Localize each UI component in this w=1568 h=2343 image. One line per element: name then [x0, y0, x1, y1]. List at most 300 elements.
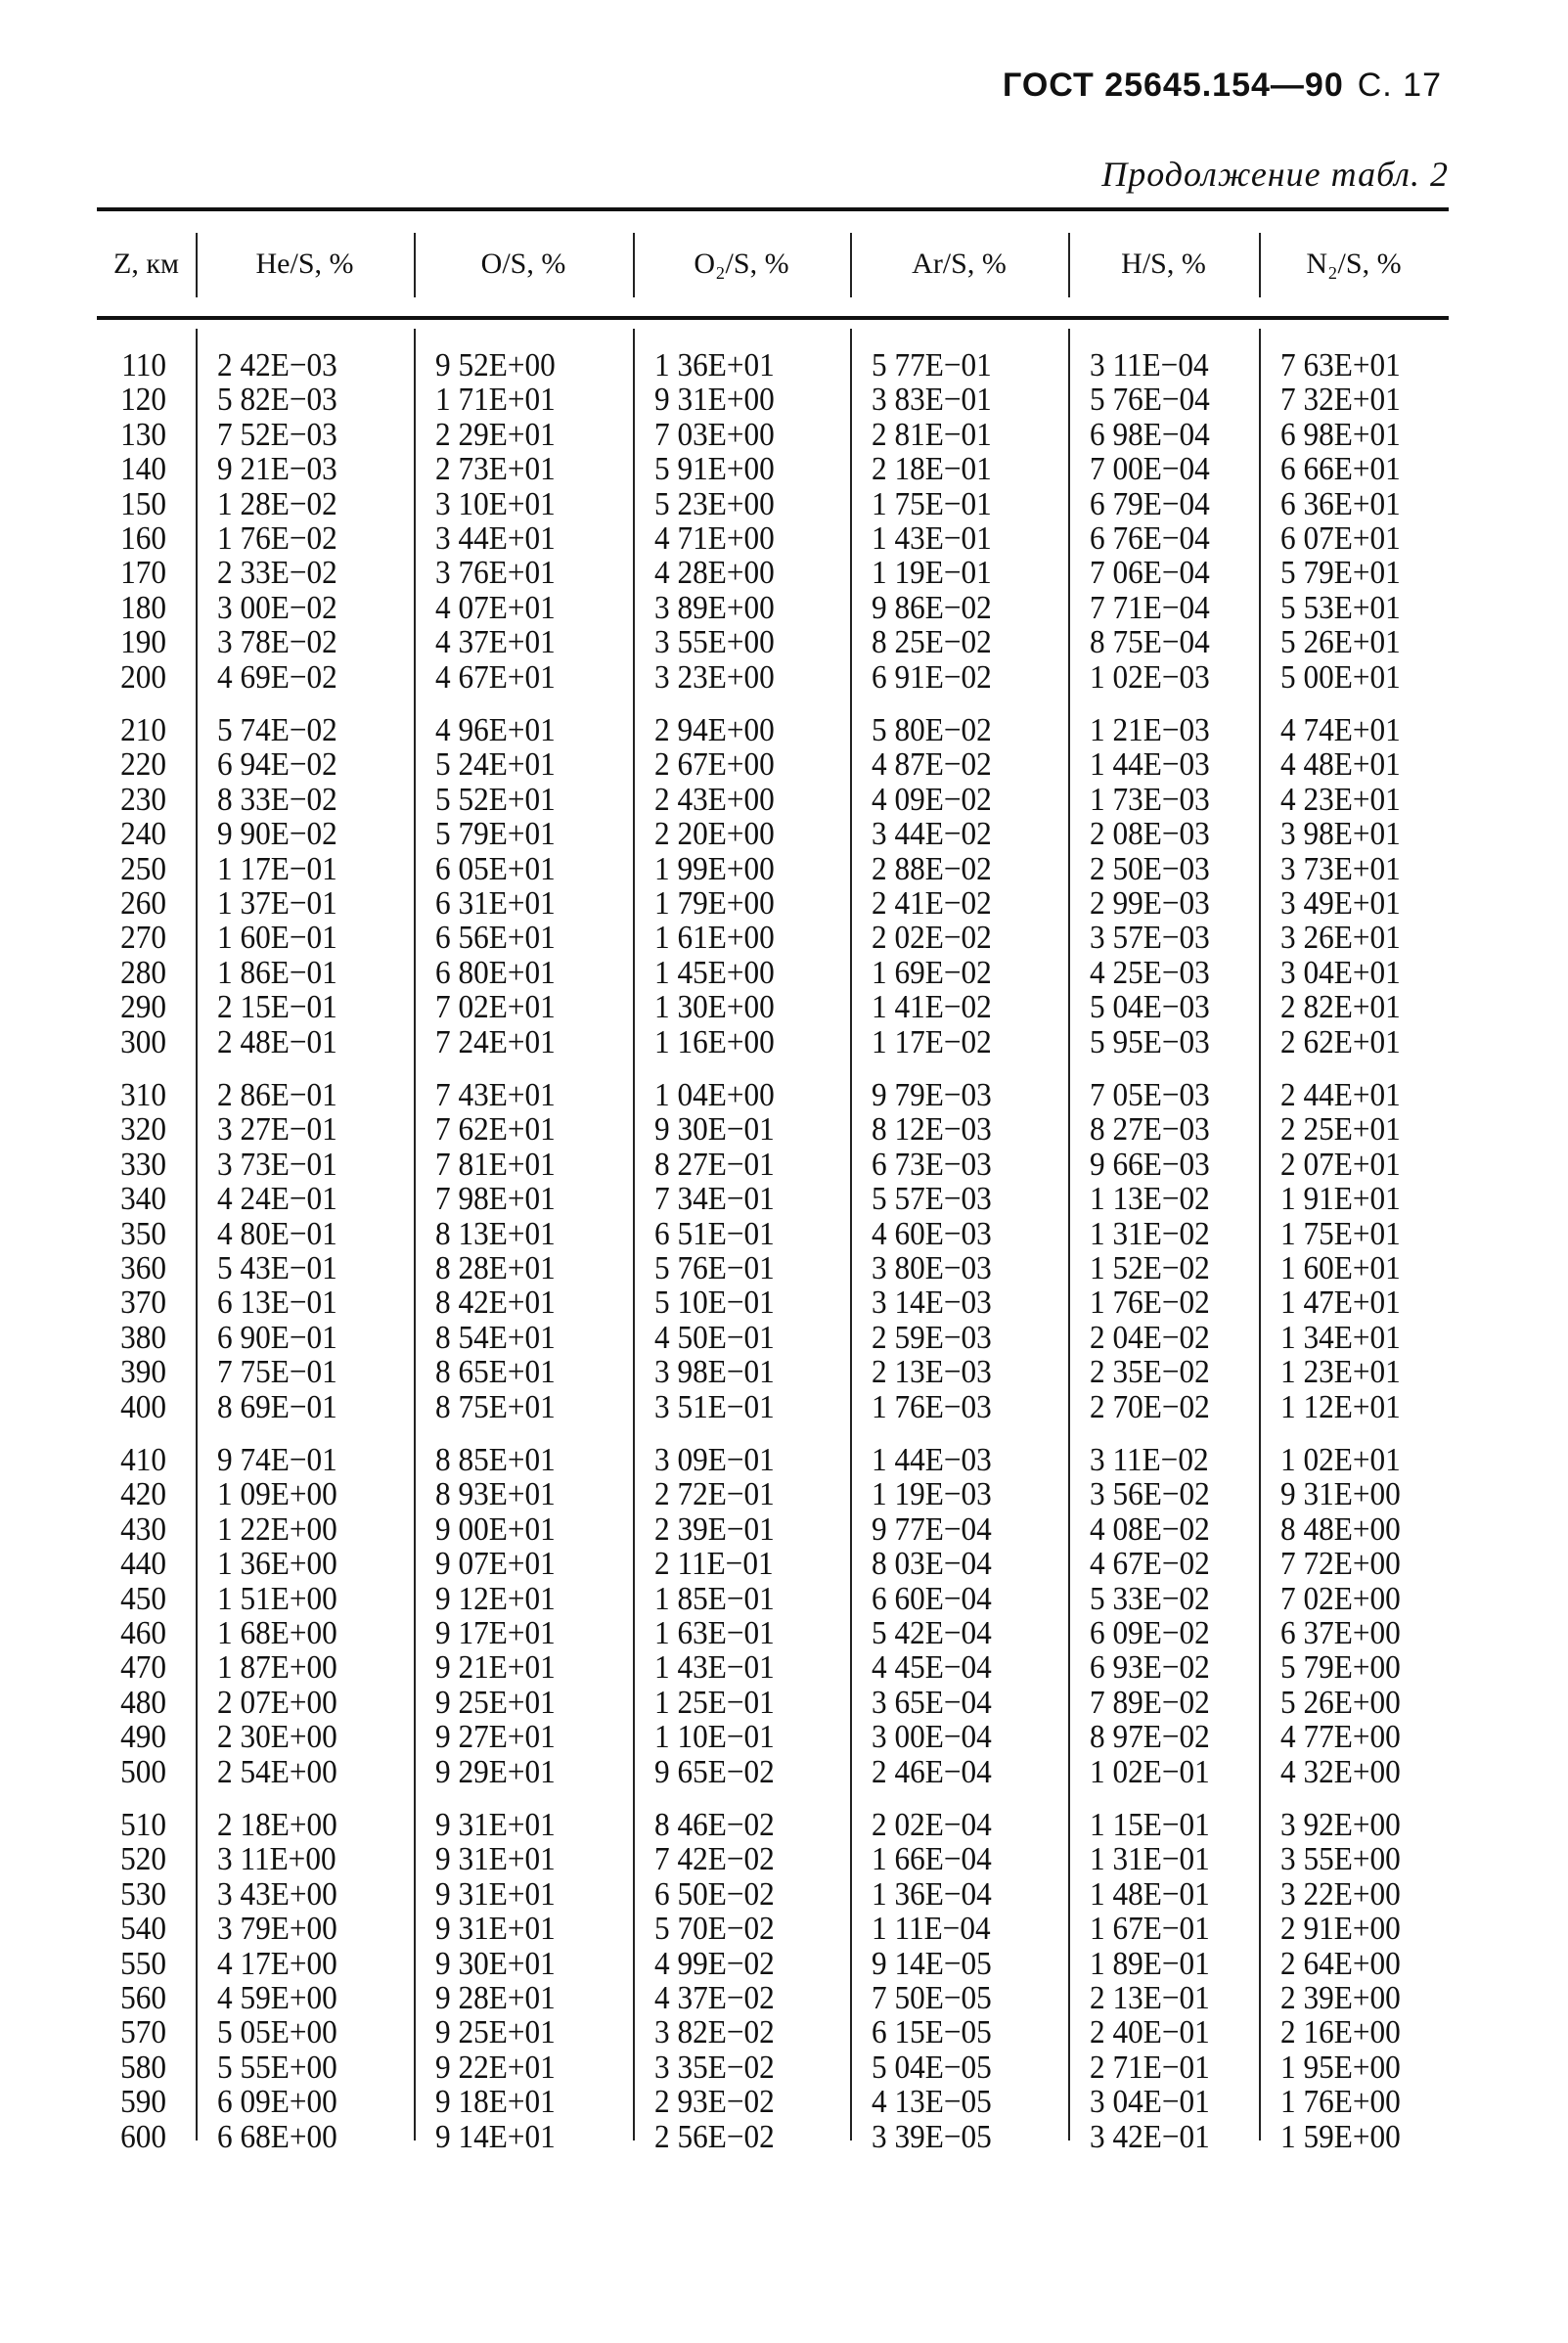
value-cell: 3 83E−01 [872, 382, 992, 419]
value-cell: 1 87E+00 [217, 1649, 337, 1687]
altitude-cell: 510 [120, 1807, 166, 1843]
column-header: H/S, % [1121, 247, 1206, 280]
value-cell: 3 04E−01 [1090, 2084, 1210, 2121]
value-cell: 9 31E+01 [435, 1875, 556, 1913]
value-cell: 9 90E−02 [217, 816, 337, 853]
value-cell: 2 08E−03 [1090, 816, 1210, 853]
column-divider [633, 329, 635, 2140]
value-cell: 3 11E−02 [1090, 1442, 1209, 1478]
value-cell: 6 13E−01 [217, 1284, 337, 1322]
altitude-cell: 200 [120, 658, 166, 696]
altitude-cell: 110 [121, 347, 166, 383]
value-cell: 1 86E−01 [217, 954, 337, 991]
value-cell: 2 07E+00 [217, 1684, 337, 1721]
value-cell: 9 22E+01 [435, 2049, 556, 2086]
value-cell: 7 98E+01 [435, 1181, 556, 1218]
value-cell: 5 77E−01 [872, 347, 992, 383]
value-cell: 1 60E+01 [1280, 1250, 1401, 1286]
value-cell: 2 46E−04 [872, 1753, 992, 1790]
altitude-cell: 570 [120, 2014, 166, 2051]
value-cell: 9 21E−03 [217, 451, 337, 488]
value-cell: 8 48E+00 [1280, 1510, 1401, 1548]
value-cell: 2 71E−01 [1090, 2049, 1210, 2086]
value-cell: 9 31E+00 [1280, 1476, 1401, 1513]
altitude-cell: 190 [120, 624, 166, 661]
value-cell: 7 34E−01 [654, 1181, 775, 1218]
value-cell: 6 76E−04 [1090, 520, 1210, 557]
value-cell: 1 02E+01 [1280, 1442, 1401, 1478]
value-cell: 1 31E−01 [1090, 1841, 1210, 1878]
value-cell: 7 63E+01 [1280, 347, 1401, 383]
document-header [1003, 67, 1442, 105]
value-cell: 2 43E+00 [654, 781, 775, 818]
value-cell: 4 99E−02 [654, 1945, 775, 1982]
value-cell: 2 88E−02 [872, 850, 992, 887]
value-cell: 1 47E+01 [1280, 1284, 1401, 1322]
value-cell: 5 74E−02 [217, 712, 337, 748]
altitude-cell: 480 [120, 1684, 166, 1721]
value-cell: 6 98E+01 [1280, 416, 1401, 453]
altitude-cell: 140 [120, 451, 166, 488]
altitude-cell: 130 [120, 416, 166, 453]
value-cell: 9 27E+01 [435, 1719, 556, 1756]
value-cell: 9 29E+01 [435, 1753, 556, 1790]
value-cell: 8 25E−02 [872, 624, 992, 661]
value-cell: 9 25E+01 [435, 1684, 556, 1721]
altitude-cell: 580 [120, 2049, 166, 2086]
value-cell: 3 65E−04 [872, 1684, 992, 1721]
value-cell: 3 56E−02 [1090, 1476, 1210, 1513]
value-cell: 6 73E−03 [872, 1146, 992, 1183]
value-cell: 9 86E−02 [872, 589, 992, 626]
value-cell: 4 67E+01 [435, 658, 556, 696]
value-cell: 3 00E−04 [872, 1719, 992, 1756]
value-cell: 2 48E−01 [217, 1023, 337, 1060]
value-cell: 7 81E+01 [435, 1146, 556, 1183]
altitude-cell: 490 [120, 1719, 166, 1756]
value-cell: 1 76E−02 [217, 520, 337, 557]
value-cell: 2 44E+01 [1280, 1077, 1401, 1113]
value-cell: 6 37E+00 [1280, 1615, 1401, 1651]
value-cell: 4 45E−04 [872, 1649, 992, 1687]
value-cell: 2 50E−03 [1090, 850, 1210, 887]
altitude-cell: 540 [120, 1911, 166, 1948]
value-cell: 9 18E+01 [435, 2084, 556, 2121]
value-cell: 1 44E−03 [1090, 746, 1210, 784]
value-cell: 2 20E+00 [654, 816, 775, 853]
altitude-cell: 500 [120, 1753, 166, 1790]
value-cell: 4 24E−01 [217, 1181, 337, 1218]
value-cell: 7 24E+01 [435, 1023, 556, 1060]
value-cell: 9 17E+01 [435, 1615, 556, 1651]
value-cell: 1 19E−03 [872, 1476, 992, 1513]
value-cell: 9 31E+01 [435, 1807, 556, 1843]
column-header: Z, км [113, 247, 179, 280]
altitude-cell: 250 [120, 850, 166, 887]
value-cell: 1 95E+00 [1280, 2049, 1401, 2086]
table-caption: Продолжение табл. 2 [1101, 155, 1449, 194]
value-cell: 3 14E−03 [872, 1284, 992, 1322]
value-cell: 3 79E+00 [217, 1911, 337, 1948]
value-cell: 6 31E+01 [435, 885, 556, 922]
value-cell: 8 75E+01 [435, 1388, 556, 1425]
value-cell: 2 59E−03 [872, 1319, 992, 1356]
altitude-cell: 370 [120, 1284, 166, 1322]
value-cell: 4 28E+00 [654, 555, 775, 592]
column-header: Ar/S, % [912, 247, 1007, 280]
value-cell: 1 75E+01 [1280, 1215, 1401, 1252]
value-cell: 3 92E+00 [1280, 1807, 1401, 1843]
value-cell: 1 02E−03 [1090, 658, 1210, 696]
value-cell: 4 17E+00 [217, 1945, 337, 1982]
page-number: С. 17 [1357, 67, 1442, 104]
value-cell: 2 64E+00 [1280, 1945, 1401, 1982]
value-cell: 2 86E−01 [217, 1077, 337, 1113]
value-cell: 1 36E−04 [872, 1875, 992, 1913]
value-cell: 3 78E−02 [217, 624, 337, 661]
altitude-cell: 400 [120, 1388, 166, 1425]
value-cell: 2 07E+01 [1280, 1146, 1401, 1183]
value-cell: 5 82E−03 [217, 382, 337, 419]
value-cell: 1 23E+01 [1280, 1354, 1401, 1391]
value-cell: 2 30E+00 [217, 1719, 337, 1756]
value-cell: 2 39E−01 [654, 1510, 775, 1548]
value-cell: 9 07E+01 [435, 1546, 556, 1583]
altitude-cell: 440 [120, 1546, 166, 1583]
value-cell: 9 28E+01 [435, 1980, 556, 2016]
value-cell: 2 93E−02 [654, 2084, 775, 2121]
value-cell: 1 63E−01 [654, 1615, 775, 1651]
value-cell: 3 09E−01 [654, 1442, 775, 1478]
value-cell: 6 91E−02 [872, 658, 992, 696]
value-cell: 5 04E−05 [872, 2049, 992, 2086]
value-cell: 7 00E−04 [1090, 451, 1210, 488]
value-cell: 6 60E−04 [872, 1580, 992, 1617]
value-cell: 3 55E+00 [654, 624, 775, 661]
value-cell: 1 51E+00 [217, 1580, 337, 1617]
column-header: He/S, % [255, 247, 354, 280]
value-cell: 4 96E+01 [435, 712, 556, 748]
value-cell: 2 62E+01 [1280, 1023, 1401, 1060]
value-cell: 2 99E−03 [1090, 885, 1210, 922]
value-cell: 3 49E+01 [1280, 885, 1401, 922]
value-cell: 5 76E−01 [654, 1250, 775, 1286]
value-cell: 4 07E+01 [435, 589, 556, 626]
value-cell: 6 93E−02 [1090, 1649, 1210, 1687]
value-cell: 1 04E+00 [654, 1077, 775, 1113]
altitude-cell: 410 [120, 1442, 166, 1478]
value-cell: 5 05E+00 [217, 2014, 337, 2051]
value-cell: 3 04E+01 [1280, 954, 1401, 991]
value-cell: 3 73E−01 [217, 1146, 337, 1183]
value-cell: 4 87E−02 [872, 746, 992, 784]
altitude-cell: 550 [120, 1945, 166, 1982]
value-cell: 5 70E−02 [654, 1911, 775, 1948]
value-cell: 9 74E−01 [217, 1442, 337, 1478]
value-cell: 4 80E−01 [217, 1215, 337, 1252]
value-cell: 9 65E−02 [654, 1753, 775, 1790]
altitude-cell: 180 [120, 589, 166, 626]
value-cell: 6 51E−01 [654, 1215, 775, 1252]
value-cell: 3 98E−01 [654, 1354, 775, 1391]
value-cell: 6 09E+00 [217, 2084, 337, 2121]
value-cell: 5 43E−01 [217, 1250, 337, 1286]
value-cell: 3 76E+01 [435, 555, 556, 592]
value-cell: 1 68E+00 [217, 1615, 337, 1651]
value-cell: 3 44E+01 [435, 520, 556, 557]
value-cell: 5 55E+00 [217, 2049, 337, 2086]
value-cell: 7 02E+00 [1280, 1580, 1401, 1617]
altitude-cell: 470 [120, 1649, 166, 1687]
value-cell: 2 02E−02 [872, 920, 992, 957]
altitude-cell: 300 [120, 1023, 166, 1060]
value-cell: 1 11E−04 [872, 1911, 991, 1948]
value-cell: 8 93E+01 [435, 1476, 556, 1513]
value-cell: 6 50E−02 [654, 1875, 775, 1913]
value-cell: 1 34E+01 [1280, 1319, 1401, 1356]
altitude-cell: 320 [120, 1111, 166, 1149]
value-cell: 2 02E−04 [872, 1807, 992, 1843]
value-cell: 4 69E−02 [217, 658, 337, 696]
value-cell: 5 00E+01 [1280, 658, 1401, 696]
value-cell: 3 11E+00 [217, 1841, 336, 1878]
value-cell: 3 39E−05 [872, 2118, 992, 2155]
value-cell: 8 46E−02 [654, 1807, 775, 1843]
altitude-cell: 230 [120, 781, 166, 818]
value-cell: 2 73E+01 [435, 451, 556, 488]
value-cell: 2 18E+00 [217, 1807, 337, 1843]
value-cell: 7 71E−04 [1090, 589, 1210, 626]
altitude-cell: 390 [120, 1354, 166, 1391]
value-cell: 2 70E−02 [1090, 1388, 1210, 1425]
value-cell: 2 04E−02 [1090, 1319, 1210, 1356]
value-cell: 3 73E+01 [1280, 850, 1401, 887]
value-cell: 4 13E−05 [872, 2084, 992, 2121]
value-cell: 1 91E+01 [1280, 1181, 1401, 1218]
value-cell: 1 75E−01 [872, 485, 992, 522]
value-cell: 5 26E+01 [1280, 624, 1401, 661]
altitude-cell: 590 [120, 2084, 166, 2121]
altitude-cell: 560 [120, 1980, 166, 2016]
altitude-cell: 310 [120, 1077, 166, 1113]
value-cell: 4 67E−02 [1090, 1546, 1210, 1583]
altitude-cell: 160 [120, 520, 166, 557]
value-cell: 1 67E−01 [1090, 1911, 1210, 1948]
value-cell: 1 44E−03 [872, 1442, 992, 1478]
value-cell: 5 52E+01 [435, 781, 556, 818]
column-divider [1259, 329, 1261, 2140]
value-cell: 2 33E−02 [217, 555, 337, 592]
value-cell: 4 48E+01 [1280, 746, 1401, 784]
value-cell: 9 30E−01 [654, 1111, 775, 1149]
value-cell: 1 89E−01 [1090, 1945, 1210, 1982]
value-cell: 3 44E−02 [872, 816, 992, 853]
value-cell: 3 10E+01 [435, 485, 556, 522]
value-cell: 9 00E+01 [435, 1510, 556, 1548]
value-cell: 4 32E+00 [1280, 1753, 1401, 1790]
altitude-cell: 360 [120, 1250, 166, 1286]
value-cell: 6 90E−01 [217, 1319, 337, 1356]
value-cell: 8 03E−04 [872, 1546, 992, 1583]
value-cell: 3 27E−01 [217, 1111, 337, 1149]
value-cell: 8 13E+01 [435, 1215, 556, 1252]
value-cell: 7 05E−03 [1090, 1077, 1210, 1113]
value-cell: 8 42E+01 [435, 1284, 556, 1322]
value-cell: 4 59E+00 [217, 1980, 337, 2016]
altitude-cell: 340 [120, 1181, 166, 1218]
value-cell: 7 06E−04 [1090, 555, 1210, 592]
altitude-cell: 240 [120, 816, 166, 853]
value-cell: 2 54E+00 [217, 1753, 337, 1790]
value-cell: 9 12E+01 [435, 1580, 556, 1617]
value-cell: 5 79E+00 [1280, 1649, 1401, 1687]
value-cell: 5 91E+00 [654, 451, 775, 488]
value-cell: 4 71E+00 [654, 520, 775, 557]
value-cell: 2 42E−03 [217, 347, 337, 383]
value-cell: 3 42E−01 [1090, 2118, 1210, 2155]
value-cell: 1 09E+00 [217, 1476, 337, 1513]
value-cell: 2 39E+00 [1280, 1980, 1401, 2016]
value-cell: 8 27E−03 [1090, 1111, 1210, 1149]
value-cell: 1 36E+00 [217, 1546, 337, 1583]
value-cell: 1 41E−02 [872, 989, 992, 1026]
value-cell: 2 13E−01 [1090, 1980, 1210, 2016]
value-cell: 5 10E−01 [654, 1284, 775, 1322]
value-cell: 5 24E+01 [435, 746, 556, 784]
value-cell: 6 07E+01 [1280, 520, 1401, 557]
value-cell: 3 43E+00 [217, 1875, 337, 1913]
value-cell: 1 85E−01 [654, 1580, 775, 1617]
value-cell: 6 05E+01 [435, 850, 556, 887]
value-cell: 4 77E+00 [1280, 1719, 1401, 1756]
value-cell: 1 02E−01 [1090, 1753, 1210, 1790]
value-cell: 5 76E−04 [1090, 382, 1210, 419]
value-cell: 2 11E−01 [654, 1546, 774, 1583]
value-cell: 2 15E−01 [217, 989, 337, 1026]
value-cell: 1 25E−01 [654, 1684, 775, 1721]
altitude-cell: 290 [120, 989, 166, 1026]
value-cell: 1 48E−01 [1090, 1875, 1210, 1913]
value-cell: 8 69E−01 [217, 1388, 337, 1425]
value-cell: 5 26E+00 [1280, 1684, 1401, 1721]
value-cell: 6 94E−02 [217, 746, 337, 784]
value-cell: 8 75E−04 [1090, 624, 1210, 661]
value-cell: 2 82E+01 [1280, 989, 1401, 1026]
value-cell: 3 57E−03 [1090, 920, 1210, 957]
value-cell: 5 53E+01 [1280, 589, 1401, 626]
value-cell: 6 56E+01 [435, 920, 556, 957]
value-cell: 1 43E−01 [872, 520, 992, 557]
value-cell: 5 23E+00 [654, 485, 775, 522]
value-cell: 1 76E−03 [872, 1388, 992, 1425]
value-cell: 1 73E−03 [1090, 781, 1210, 818]
value-cell: 4 23E+01 [1280, 781, 1401, 818]
altitude-cell: 600 [120, 2118, 166, 2155]
column-header: N₂/S, % [1306, 247, 1402, 280]
value-cell: 6 98E−04 [1090, 416, 1210, 453]
value-cell: 8 28E+01 [435, 1250, 556, 1286]
altitude-cell: 530 [120, 1875, 166, 1913]
value-cell: 3 26E+01 [1280, 920, 1401, 957]
value-cell: 8 12E−03 [872, 1111, 992, 1149]
value-cell: 1 28E−02 [217, 485, 337, 522]
value-cell: 5 95E−03 [1090, 1023, 1210, 1060]
value-cell: 4 37E+01 [435, 624, 556, 661]
value-cell: 5 79E+01 [1280, 555, 1401, 592]
value-cell: 6 15E−05 [872, 2014, 992, 2051]
value-cell: 8 85E+01 [435, 1442, 556, 1478]
value-cell: 1 15E−01 [1090, 1807, 1210, 1843]
value-cell: 2 41E−02 [872, 885, 992, 922]
value-cell: 6 66E+01 [1280, 451, 1401, 488]
value-cell: 3 22E+00 [1280, 1875, 1401, 1913]
altitude-cell: 170 [120, 555, 166, 592]
value-cell: 7 32E+01 [1280, 382, 1401, 419]
value-cell: 9 30E+01 [435, 1945, 556, 1982]
value-cell: 6 68E+00 [217, 2118, 337, 2155]
value-cell: 6 09E−02 [1090, 1615, 1210, 1651]
value-cell: 3 51E−01 [654, 1388, 775, 1425]
value-cell: 5 33E−02 [1090, 1580, 1210, 1617]
value-cell: 1 45E+00 [654, 954, 775, 991]
value-cell: 1 59E+00 [1280, 2118, 1401, 2155]
altitude-cell: 210 [120, 712, 166, 748]
value-cell: 9 77E−04 [872, 1510, 992, 1548]
value-cell: 2 72E−01 [654, 1476, 775, 1513]
altitude-cell: 330 [120, 1146, 166, 1183]
value-cell: 1 37E−01 [217, 885, 337, 922]
value-cell: 9 14E+01 [435, 2118, 556, 2155]
value-cell: 8 54E+01 [435, 1319, 556, 1356]
value-cell: 1 17E−02 [872, 1023, 992, 1060]
value-cell: 9 31E+00 [654, 382, 775, 419]
value-cell: 7 02E+01 [435, 989, 556, 1026]
altitude-cell: 120 [120, 382, 166, 419]
value-cell: 7 52E−03 [217, 416, 337, 453]
altitude-cell: 460 [120, 1615, 166, 1651]
value-cell: 2 81E−01 [872, 416, 992, 453]
value-cell: 3 80E−03 [872, 1250, 992, 1286]
value-cell: 8 65E+01 [435, 1354, 556, 1391]
value-cell: 4 74E+01 [1280, 712, 1401, 748]
altitude-cell: 380 [120, 1319, 166, 1356]
column-divider [850, 329, 852, 2140]
value-cell: 2 91E+00 [1280, 1911, 1401, 1948]
value-cell: 1 71E+01 [435, 382, 556, 419]
altitude-cell: 280 [120, 954, 166, 991]
value-cell: 8 97E−02 [1090, 1719, 1210, 1756]
value-cell: 3 89E+00 [654, 589, 775, 626]
value-cell: 2 67E+00 [654, 746, 775, 784]
value-cell: 1 17E−01 [217, 850, 337, 887]
value-cell: 1 66E−04 [872, 1841, 992, 1878]
value-cell: 1 79E+00 [654, 885, 775, 922]
altitude-cell: 150 [120, 485, 166, 522]
value-cell: 1 60E−01 [217, 920, 337, 957]
value-cell: 1 12E+01 [1280, 1388, 1401, 1425]
value-cell: 7 72E+00 [1280, 1546, 1401, 1583]
value-cell: 4 08E−02 [1090, 1510, 1210, 1548]
value-cell: 1 69E−02 [872, 954, 992, 991]
value-cell: 3 00E−02 [217, 589, 337, 626]
value-cell: 8 33E−02 [217, 781, 337, 818]
altitude-cell: 450 [120, 1580, 166, 1617]
value-cell: 4 25E−03 [1090, 954, 1210, 991]
altitude-cell: 430 [120, 1510, 166, 1548]
value-cell: 3 35E−02 [654, 2049, 775, 2086]
value-cell: 3 11E−04 [1090, 347, 1209, 383]
value-cell: 6 79E−04 [1090, 485, 1210, 522]
